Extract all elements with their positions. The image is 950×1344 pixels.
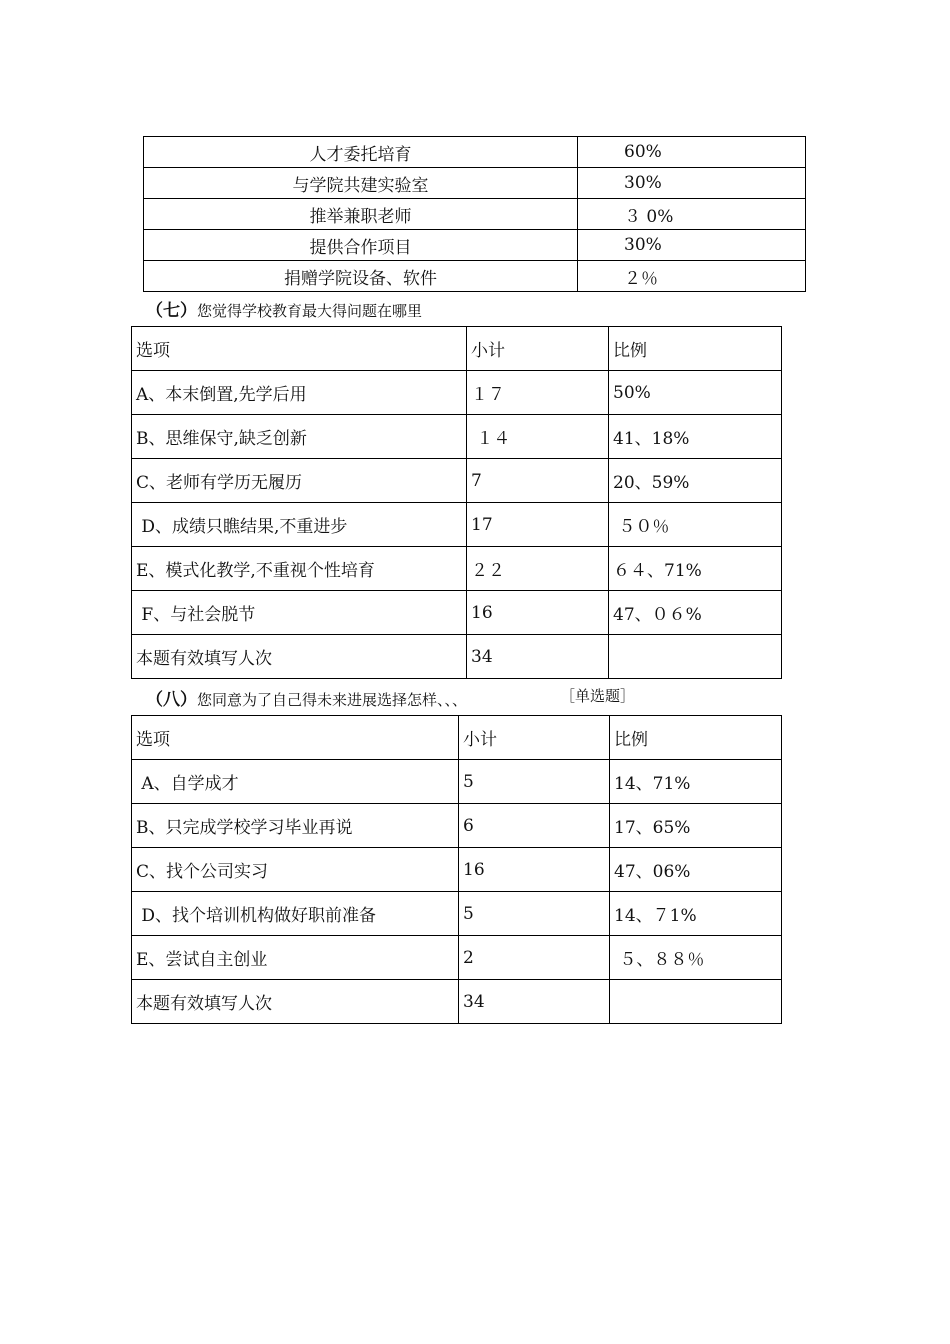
section-heading [146, 296, 422, 321]
header-count: 小计 [459, 716, 610, 760]
table-row [132, 892, 782, 936]
ratio-cell: 30% [578, 168, 806, 199]
count-cell: 16 [459, 848, 610, 892]
section-title: 您觉得学校教育最大得问题在哪里 [197, 302, 423, 320]
ratio-cell: 50% [609, 371, 782, 415]
table-row [132, 503, 782, 547]
count-cell: ２２ [467, 547, 609, 591]
option-cell: 人才委托培育 [144, 137, 578, 168]
ratio-cell: 47、06% [610, 848, 782, 892]
support-table [143, 136, 806, 292]
count-cell: 5 [459, 760, 610, 804]
section-number: （八） [146, 690, 197, 710]
header-ratio: 比例 [609, 327, 782, 371]
header-count: 小计 [467, 327, 609, 371]
count-cell: 17 [467, 503, 609, 547]
count-cell: 6 [459, 804, 610, 848]
ratio-cell: ３ 0% [578, 199, 806, 230]
option-cell: B、思维保守,缺乏创新 [132, 415, 467, 459]
ratio-cell: ５、８８％ [610, 936, 782, 980]
table-row [132, 804, 782, 848]
question-type-tag: ［单选题］ [560, 687, 636, 705]
table-header-row [132, 716, 782, 760]
table-row [144, 137, 806, 168]
ratio-cell: 30% [578, 230, 806, 261]
ratio-cell: ５０％ [609, 503, 782, 547]
header-option: 选项 [132, 716, 459, 760]
table-row [132, 547, 782, 591]
count-cell: １７ [467, 371, 609, 415]
count-cell: 16 [467, 591, 609, 635]
section-heading [146, 685, 636, 710]
option-cell: B、只完成学校学习毕业再说 [132, 804, 459, 848]
table-row [132, 635, 782, 679]
option-cell: F、与社会脱节 [132, 591, 467, 635]
section-title: 您同意为了自己得未来进展选择怎样、、、 [197, 691, 468, 709]
ratio-cell [609, 635, 782, 679]
table-header-row [132, 327, 782, 371]
ratio-cell: 41、18% [609, 415, 782, 459]
ratio-cell: 14、71% [610, 760, 782, 804]
table-row [132, 415, 782, 459]
option-cell: D、找个培训机构做好职前准备 [132, 892, 459, 936]
count-cell: 7 [467, 459, 609, 503]
option-cell: C、老师有学历无履历 [132, 459, 467, 503]
ratio-cell: 60% [578, 137, 806, 168]
table-row [132, 591, 782, 635]
table-row [144, 199, 806, 230]
option-cell: D、成绩只瞧结果,不重进步 [132, 503, 467, 547]
table-row [144, 168, 806, 199]
ratio-cell: ２％ [578, 261, 806, 292]
option-cell: 与学院共建实验室 [144, 168, 578, 199]
ratio-cell [610, 980, 782, 1024]
survey-table [131, 326, 782, 679]
ratio-cell: 47、０６% [609, 591, 782, 635]
option-cell: E、模式化教学,不重视个性培育 [132, 547, 467, 591]
ratio-cell: ６４、71% [609, 547, 782, 591]
option-cell: 本题有效填写人次 [132, 635, 467, 679]
option-cell: C、找个公司实习 [132, 848, 459, 892]
option-cell: 捐赠学院设备、软件 [144, 261, 578, 292]
ratio-cell: 20、59% [609, 459, 782, 503]
option-cell: E、尝试自主创业 [132, 936, 459, 980]
count-cell: 2 [459, 936, 610, 980]
table-row [144, 261, 806, 292]
table-row [132, 848, 782, 892]
table-row [132, 936, 782, 980]
option-cell: A、自学成才 [132, 760, 459, 804]
section-number: （七） [146, 301, 197, 321]
header-option: 选项 [132, 327, 467, 371]
count-cell: 34 [459, 980, 610, 1024]
ratio-cell: 14、７1% [610, 892, 782, 936]
count-cell: １４ [467, 415, 609, 459]
ratio-cell: 17、65% [610, 804, 782, 848]
survey-table [131, 715, 782, 1024]
table-row [132, 459, 782, 503]
option-cell: A、本末倒置,先学后用 [132, 371, 467, 415]
table-row [132, 980, 782, 1024]
count-cell: 34 [467, 635, 609, 679]
count-cell: 5 [459, 892, 610, 936]
table-row [132, 760, 782, 804]
table-row [132, 371, 782, 415]
option-cell: 提供合作项目 [144, 230, 578, 261]
option-cell: 本题有效填写人次 [132, 980, 459, 1024]
header-ratio: 比例 [610, 716, 782, 760]
table-row [144, 230, 806, 261]
option-cell: 推举兼职老师 [144, 199, 578, 230]
